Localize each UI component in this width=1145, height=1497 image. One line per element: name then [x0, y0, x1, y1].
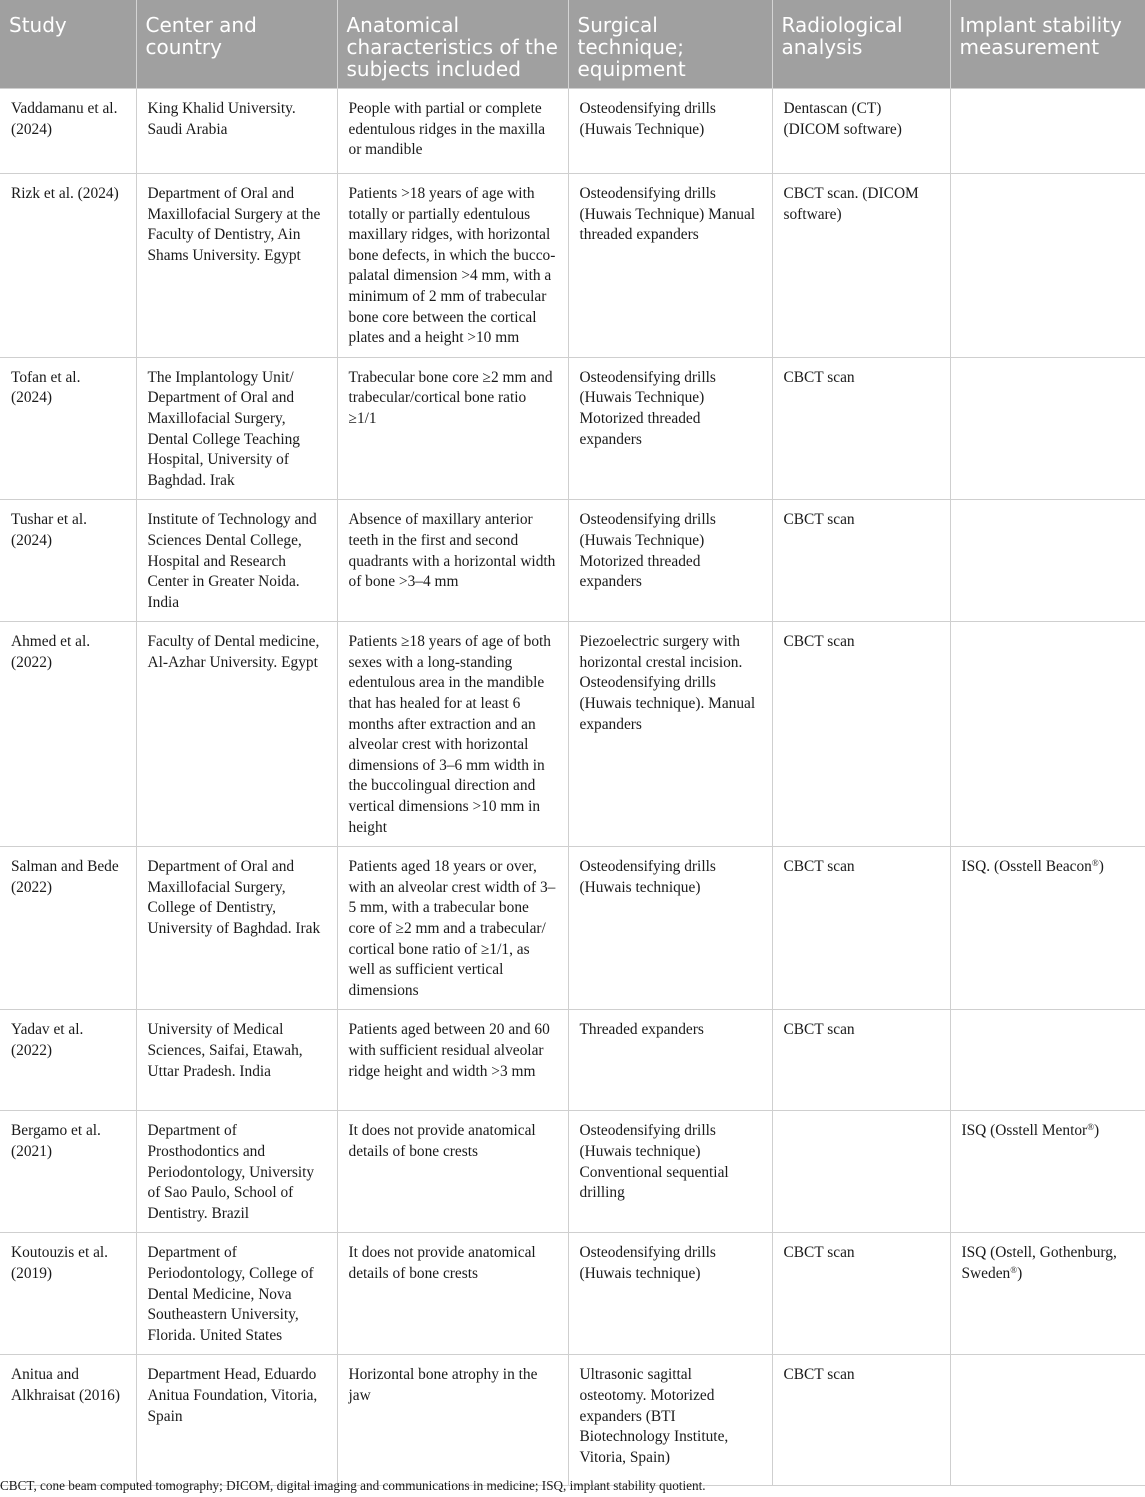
table-row	[0, 500, 1145, 622]
cell-technique: Osteodensifying drills (Huwais Technique) Manual threaded expanders	[568, 174, 772, 358]
stability-text: ISQ (Osstell Mentor	[961, 1122, 1088, 1140]
stability-text: ISQ. (Osstell Beacon	[961, 858, 1092, 876]
header-anatomical-characteristics: Anatomical characteristics of the subjects included	[337, 0, 568, 89]
header-implant-stability: Implant stability measurement	[950, 0, 1145, 89]
header-radiological-analysis: Radiological analysis	[772, 0, 950, 89]
cell-radiology: CBCT scan	[772, 357, 950, 500]
cell-radiology: CBCT scan	[772, 500, 950, 622]
cell-study: Bergamo et al. (2021)	[0, 1111, 136, 1233]
cell-study: Salman and Bede (2022)	[0, 847, 136, 1010]
cell-stability	[950, 622, 1145, 847]
cell-stability	[950, 500, 1145, 622]
cell-study: Ahmed et al. (2022)	[0, 622, 136, 847]
stability-text-end: )	[1017, 1264, 1023, 1282]
cell-stability	[950, 847, 1145, 1010]
table-row	[0, 847, 1145, 1010]
cell-study: Tofan et al. (2024)	[0, 357, 136, 500]
cell-technique: Osteodensifying drills (Huwais technique) Conventional sequential drilling	[568, 1111, 772, 1233]
cell-study: Tushar et al. (2024)	[0, 500, 136, 622]
cell-anatomy: Trabecular bone core ≥2 mm and trabecular/cortical bone ratio ≥1/1	[337, 357, 568, 500]
cell-center: Department of Prosthodontics and Periodontology, University of Sao Paulo, School of Dentistry. Brazil	[136, 1111, 337, 1233]
header-center-country: Center and country	[136, 0, 337, 89]
header-study: Study	[0, 0, 136, 89]
cell-center: Faculty of Dental medicine, Al-Azhar University. Egypt	[136, 622, 337, 847]
cell-center: Institute of Technology and Sciences Dental College, Hospital and Research Center in Greater Noida. India	[136, 500, 337, 622]
cell-radiology: Dentascan (CT) (DICOM software)	[772, 89, 950, 174]
cell-stability	[950, 357, 1145, 500]
table-row	[0, 1010, 1145, 1111]
table-row	[0, 89, 1145, 174]
cell-study: Vaddamanu et al. (2024)	[0, 89, 136, 174]
cell-radiology: CBCT scan	[772, 1355, 950, 1486]
cell-stability	[950, 1111, 1145, 1233]
cell-radiology: CBCT scan	[772, 622, 950, 847]
cell-technique: Osteodensifying drills (Huwais Technique) Motorized threaded expanders	[568, 357, 772, 500]
table-row	[0, 1355, 1145, 1486]
registered-mark: ®	[1087, 1122, 1095, 1133]
cell-anatomy: Horizontal bone atrophy in the jaw	[337, 1355, 568, 1486]
cell-radiology: CBCT scan	[772, 1010, 950, 1111]
cell-center: The Implantology Unit/ Department of Oral and Maxillofacial Surgery, Dental College Teaching Hospital, University of Baghdad. Irak	[136, 357, 337, 500]
cell-technique: Osteodensifying drills (Huwais Technique) Motorized threaded expanders	[568, 500, 772, 622]
stability-text: ISQ (Ostell, Gothenburg, Sweden	[961, 1244, 1117, 1282]
cell-anatomy: Patients ≥18 years of age of both sexes with a long-standing edentulous area in the mandible that has healed for at least 6 months after extraction and an alveolar crest with horizontal dimensions of 3–6 mm width in the buccolingual direction and vertical dimensions >10 mm in height	[337, 622, 568, 847]
table-row	[0, 357, 1145, 500]
cell-technique: Osteodensifying drills (Huwais technique)	[568, 1233, 772, 1355]
cell-anatomy: It does not provide anatomical details of bone crests	[337, 1111, 568, 1233]
table-row	[0, 622, 1145, 847]
cell-anatomy: It does not provide anatomical details of bone crests	[337, 1233, 568, 1355]
table-row	[0, 1111, 1145, 1233]
cell-center: Department of Oral and Maxillofacial Surgery at the Faculty of Dentistry, Ain Shams University. Egypt	[136, 174, 337, 358]
cell-technique: Osteodensifying drills (Huwais Technique)	[568, 89, 772, 174]
cell-center: King Khalid University. Saudi Arabia	[136, 89, 337, 174]
table-row	[0, 174, 1145, 358]
cell-radiology	[772, 1111, 950, 1233]
cell-technique: Piezoelectric surgery with horizontal crestal incision. Osteodensifying drills (Huwais technique). Manual expanders	[568, 622, 772, 847]
cell-anatomy: Patients >18 years of age with totally or partially edentulous maxillary ridges, with horizontal bone defects, in which the bucco-palatal dimension >4 mm, with a minimum of 2 mm of trabecular bone core between the cortical plates and a height >10 mm	[337, 174, 568, 358]
cell-radiology: CBCT scan	[772, 847, 950, 1010]
cell-radiology: CBCT scan	[772, 1233, 950, 1355]
cell-study: Rizk et al. (2024)	[0, 174, 136, 358]
cell-technique: Osteodensifying drills (Huwais technique)	[568, 847, 772, 1010]
cell-stability	[950, 1355, 1145, 1486]
cell-stability	[950, 174, 1145, 358]
table-body	[0, 89, 1145, 1486]
cell-technique: Threaded expanders	[568, 1010, 772, 1111]
cell-center: Department Head, Eduardo Anitua Foundation, Vitoria, Spain	[136, 1355, 337, 1486]
cell-study: Yadav et al. (2022)	[0, 1010, 136, 1111]
registered-mark: ®	[1091, 858, 1099, 869]
cell-anatomy: People with partial or complete edentulous ridges in the maxilla or mandible	[337, 89, 568, 174]
cell-stability	[950, 1010, 1145, 1111]
stability-text-end: )	[1094, 1122, 1100, 1140]
cell-stability	[950, 1233, 1145, 1355]
registered-mark: ®	[1010, 1264, 1018, 1275]
table-footnote: CBCT, cone beam computed tomography; DICOM, digital imaging and communications in medicine; ISQ, implant stability quotient.	[0, 1478, 706, 1493]
table-header	[0, 0, 1145, 89]
cell-radiology: CBCT scan. (DICOM software)	[772, 174, 950, 358]
cell-center: Department of Periodontology, College of Dental Medicine, Nova Southeastern University, Florida. United States	[136, 1233, 337, 1355]
table-row	[0, 1233, 1145, 1355]
cell-center: Department of Oral and Maxillofacial Surgery, College of Dentistry, University of Baghdad. Irak	[136, 847, 337, 1010]
stability-text-end: )	[1098, 858, 1104, 876]
cell-stability	[950, 89, 1145, 174]
cell-anatomy: Patients aged 18 years or over, with an alveolar crest width of 3–5 mm, with a trabecular bone core of ≥2 mm and a trabecular/ cortical bone ratio of ≥1/1, as well as sufficient vertical dimensions	[337, 847, 568, 1010]
cell-anatomy: Absence of maxillary anterior teeth in the first and second quadrants with a horizontal width of bone >3–4 mm	[337, 500, 568, 622]
cell-anatomy: Patients aged between 20 and 60 with sufficient residual alveolar ridge height and width >3 mm	[337, 1010, 568, 1111]
header-row	[0, 0, 1145, 89]
cell-study: Koutouzis et al. (2019)	[0, 1233, 136, 1355]
cell-center: University of Medical Sciences, Saifai, Etawah, Uttar Pradesh. India	[136, 1010, 337, 1111]
header-surgical-technique: Surgical technique; equipment	[568, 0, 772, 89]
cell-study: Anitua and Alkhraisat (2016)	[0, 1355, 136, 1486]
cell-technique: Ultrasonic sagittal osteotomy. Motorized expanders (BTI Biotechnology Institute, Vitoria, Spain)	[568, 1355, 772, 1486]
